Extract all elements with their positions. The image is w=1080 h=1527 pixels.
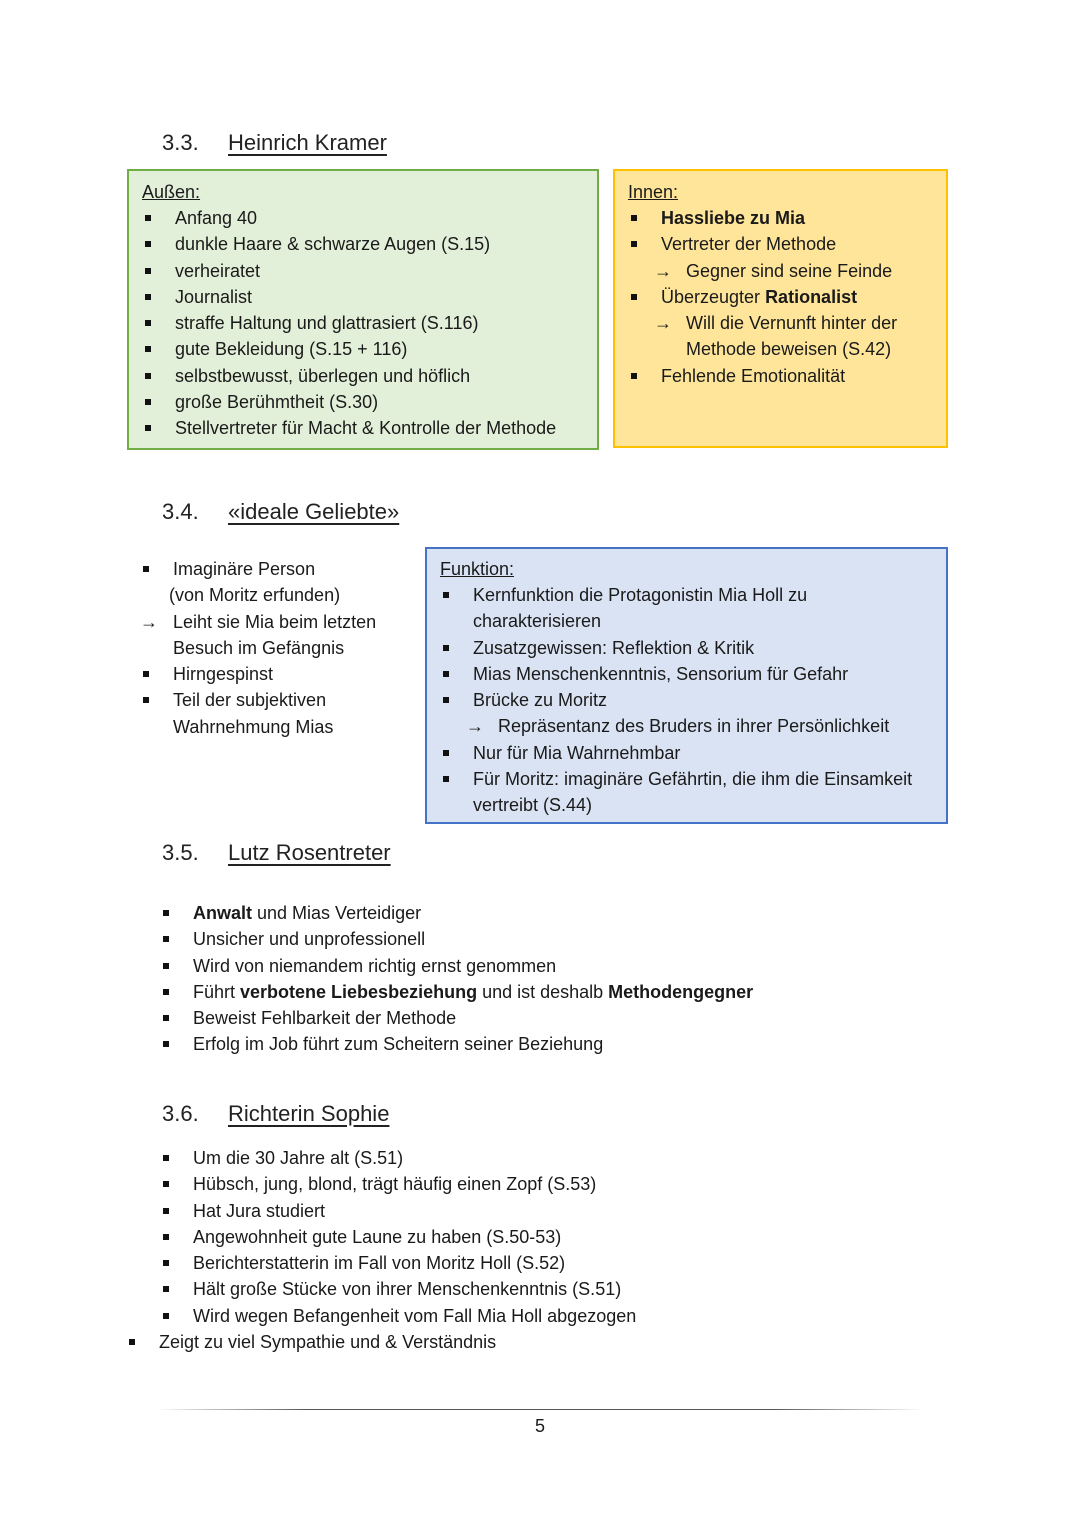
judge-list [160, 1145, 920, 1329]
section-number: 3.3. [162, 130, 199, 155]
list-item: Erfolg im Job führt zum Scheitern seiner Beziehung [160, 1031, 920, 1057]
list-item: Imaginäre Person [140, 556, 420, 582]
ideal-lover-list [140, 556, 420, 740]
text: und ist deshalb [477, 981, 609, 1002]
bold-text: Methodengegner [608, 981, 754, 1002]
section-number: 3.5. [162, 840, 199, 865]
list-item: gute Bekleidung (S.15 + 116) [142, 336, 597, 362]
footer-divider [155, 1409, 925, 1410]
list-item: Berichterstatterin im Fall von Moritz Holl (S.52) [160, 1250, 920, 1276]
list-continuation: Wahrnehmung Mias [173, 716, 334, 737]
list-item: Hat Jura studiert [160, 1198, 920, 1224]
list-item: Kernfunktion die Protagonistin Mia Holl zu [440, 582, 946, 608]
list-item: Zusatzgewissen: Reflektion & Kritik [440, 635, 946, 661]
judge-extra [126, 1329, 886, 1355]
judge-extra-list [126, 1329, 886, 1355]
bold-text: Rationalist [765, 286, 858, 307]
list-sub-item: → Gegner sind seine Feinde [628, 258, 946, 284]
list-continuation: Methode beweisen (S.42) [686, 339, 892, 360]
list-item: dunkle Haare & schwarze Augen (S.15) [142, 231, 597, 257]
list-item: Wird von niemandem richtig ernst genommen [160, 953, 920, 979]
bold-text: Anwalt [193, 903, 253, 923]
list-item: Mias Menschenkenntnis, Sensorium für Gefahr [440, 661, 946, 687]
outer-traits-label: Außen: [142, 182, 201, 202]
list-item: Journalist [142, 284, 597, 310]
list-continuation: vertreibt (S.44) [473, 795, 593, 816]
judge-traits [160, 1145, 920, 1329]
list-continuation: Besuch im Gefängnis [173, 637, 345, 658]
page-number: 5 [534, 1416, 545, 1436]
list-item: Für Moritz: imaginäre Gefährtin, die ihm die Einsamkeit [440, 766, 946, 792]
list-item: Zeigt zu viel Sympathie und & Verständnis [126, 1329, 886, 1355]
section-title: Richterin Sophie [228, 1101, 390, 1126]
list-item [628, 205, 946, 231]
section-title: «ideale Geliebte» [228, 499, 400, 524]
list-continuation: charakterisieren [473, 611, 602, 632]
list-item: Beweist Fehlbarkeit der Methode [160, 1005, 920, 1031]
outer-traits-list [142, 205, 597, 442]
inner-traits-box [613, 169, 948, 448]
list-item: verheiratet [142, 258, 597, 284]
list-continuation: (von Moritz erfunden) [169, 585, 341, 606]
list-item: straffe Haltung und glattrasiert (S.116) [142, 310, 597, 336]
inner-traits-label: Innen: [628, 182, 679, 202]
list-item: Angewohnheit gute Laune zu haben (S.50-53) [160, 1224, 920, 1250]
lawyer-list [160, 900, 920, 1058]
list-item [160, 900, 920, 926]
list-item: Hirngespinst [140, 661, 420, 687]
lawyer-traits [160, 900, 920, 1058]
list-item: Stellvertreter für Macht & Kontrolle der Methode [142, 415, 597, 441]
function-label: Funktion: [440, 559, 515, 579]
section-heading-3-5 [162, 840, 391, 866]
list-item: Fehlende Emotionalität [628, 363, 946, 389]
bold-text: Hassliebe zu Mia [661, 208, 806, 228]
list-item: Anfang 40 [142, 205, 597, 231]
section-number: 3.4. [162, 499, 199, 524]
bold-text: verbotene Liebesbeziehung [240, 981, 478, 1002]
list-arrow-item: → Leiht sie Mia beim letzten [140, 609, 420, 635]
text: Überzeugter [661, 286, 766, 307]
section-title: Lutz Rosentreter [228, 840, 391, 865]
section-heading-3-4 [162, 499, 399, 525]
list-item [160, 979, 920, 1005]
list-item: Wird wegen Befangenheit vom Fall Mia Holl abgezogen [160, 1303, 920, 1329]
list-item: Hält große Stücke von ihrer Menschenkenntnis (S.51) [160, 1276, 920, 1302]
list-item: große Berühmtheit (S.30) [142, 389, 597, 415]
outer-traits-box [127, 169, 599, 450]
list-sub-item: → Repräsentanz des Bruders in ihrer Persönlichkeit [440, 713, 946, 739]
list-item: Nur für Mia Wahrnehmbar [440, 740, 946, 766]
section-number: 3.6. [162, 1101, 199, 1126]
function-list [440, 582, 946, 819]
list-item: Um die 30 Jahre alt (S.51) [160, 1145, 920, 1171]
list-sub-item: → Will die Vernunft hinter der [628, 310, 946, 336]
ideal-lover-traits [140, 556, 420, 740]
list-item: Vertreter der Methode [628, 231, 946, 257]
list-item: Teil der subjektiven [140, 687, 420, 713]
list-item: Unsicher und unprofessionell [160, 926, 920, 952]
list-item: Brücke zu Moritz [440, 687, 946, 713]
inner-traits-list [628, 205, 946, 389]
section-heading-3-6 [162, 1101, 389, 1127]
section-heading-3-3 [162, 130, 387, 156]
text: Führt [193, 981, 241, 1002]
list-item: Hübsch, jung, blond, trägt häufig einen Zopf (S.53) [160, 1171, 920, 1197]
text: und Mias Verteidiger [252, 903, 422, 923]
function-box [425, 547, 948, 824]
list-item [628, 284, 946, 310]
list-item: selbstbewusst, überlegen und höflich [142, 363, 597, 389]
section-title: Heinrich Kramer [228, 130, 387, 155]
